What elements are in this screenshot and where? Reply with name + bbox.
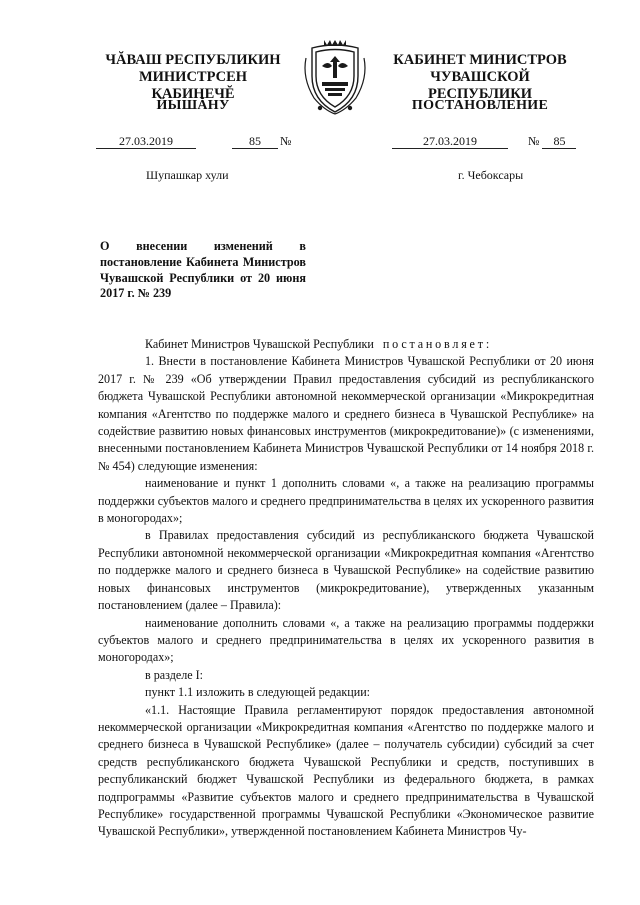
date-left: 27.03.2019: [96, 134, 196, 149]
coat-of-arms-icon: [300, 38, 370, 118]
date-right: 27.03.2019: [392, 134, 508, 149]
intro-line: [98, 336, 594, 353]
intro-prefix: Кабинет Министров Чувашской Республики: [145, 337, 374, 351]
number-left: 85: [232, 134, 278, 149]
document-subject: О внесении изменений в постановление Кабинета Министров Чувашской Республики от 20 июня 2017 г. № 239: [100, 239, 306, 301]
number-right: 85: [542, 134, 576, 149]
number-sign-right: №: [528, 134, 540, 148]
header-right-line2: ЧУВАШСКОЙ РЕСПУБЛИКИ: [427, 69, 533, 102]
document-body: [98, 336, 594, 841]
paragraph: наименование дополнить словами «, а также на реализацию программы поддержки субъектов малого и среднего предпринимательства в целях их ускоренного развития в моногородах»;: [98, 615, 594, 665]
paragraph: в разделе I:: [145, 667, 204, 682]
paragraph: «1.1. Настоящие Правила регламентируют порядок предоставления автономной некоммерческой организации «Микрокредитная компания «Агентство по поддержке малого и среднего бизнеса в Чувашской Республике» (далее – получатель субсидии) субсидий за счет средств республиканского бюджета Чувашской Республики и средств, поступивших в республиканский бюджет Чувашской Республики из федерального бюджета, в рамках подпрограммы «Развитие субъектов малого и среднего предпринимательства в Чувашской Республике» государственной программы Чувашской Республики «Экономическое развитие Чувашской Республики», утвержденной постановлением Кабинета Министров Чу-: [98, 702, 594, 839]
place-left: Шупашкар хули: [146, 168, 229, 182]
place-right: г. Чебоксары: [458, 168, 524, 182]
date-number-left: [96, 134, 316, 149]
header-right: [380, 52, 580, 103]
header-left-line1: ЧĂВАШ РЕСПУБЛИКИН: [105, 52, 281, 68]
paragraph: в Правилах предоставления субсидий из республиканского бюджета Чувашской Республики автономной некоммерческой организации «Микрокредитная компания «Агентство по поддержке малого и среднего бизнеса в Чувашской Республике» на содействие развитию новых финансовых инструментов (микрокредитование), утвержденных указанным постановлением (далее – Правила):: [98, 528, 594, 613]
doctype-right: ПОСТАНОВЛЕНИЕ: [411, 98, 549, 113]
doctype-left: ЙЫШĂНУ: [156, 98, 230, 113]
number-sign-left: №: [280, 134, 292, 148]
header-right-line1: КАБИНЕТ МИНИСТРОВ: [393, 52, 567, 68]
paragraph: наименование и пункт 1 дополнить словами «, а также на реализацию программы поддержки субъектов малого и среднего предпринимательства в целях их ускоренного развития в моногородах»;: [98, 476, 594, 526]
intro-verb: постановляет:: [382, 337, 492, 351]
paragraph: пункт 1.1 изложить в следующей редакции:: [145, 685, 371, 700]
date-number-right: [392, 134, 602, 149]
paragraph: 1. Внести в постановление Кабинета Министров Чувашской Республики от 20 июня 2017 г. № 239 «Об утверждении Правил предоставления субсидий из республиканского бюджета Чувашской Республики автономной некоммерческой организации «Микрокредитная компания «Агентство по поддержке малого и среднего бизнеса в Чувашской Республике» на содействие развитию новых финансовых инструментов (микрокредитование)» (с изменениями, внесенными постановлением Кабинета Министров Чувашской Республики от 14 ноября 2018 г. № 454) следующие изменения:: [98, 354, 594, 473]
header-left: [98, 52, 288, 103]
header-left-line2: МИНИСТРСЕН КАБИНЕЧĔ: [138, 69, 248, 102]
